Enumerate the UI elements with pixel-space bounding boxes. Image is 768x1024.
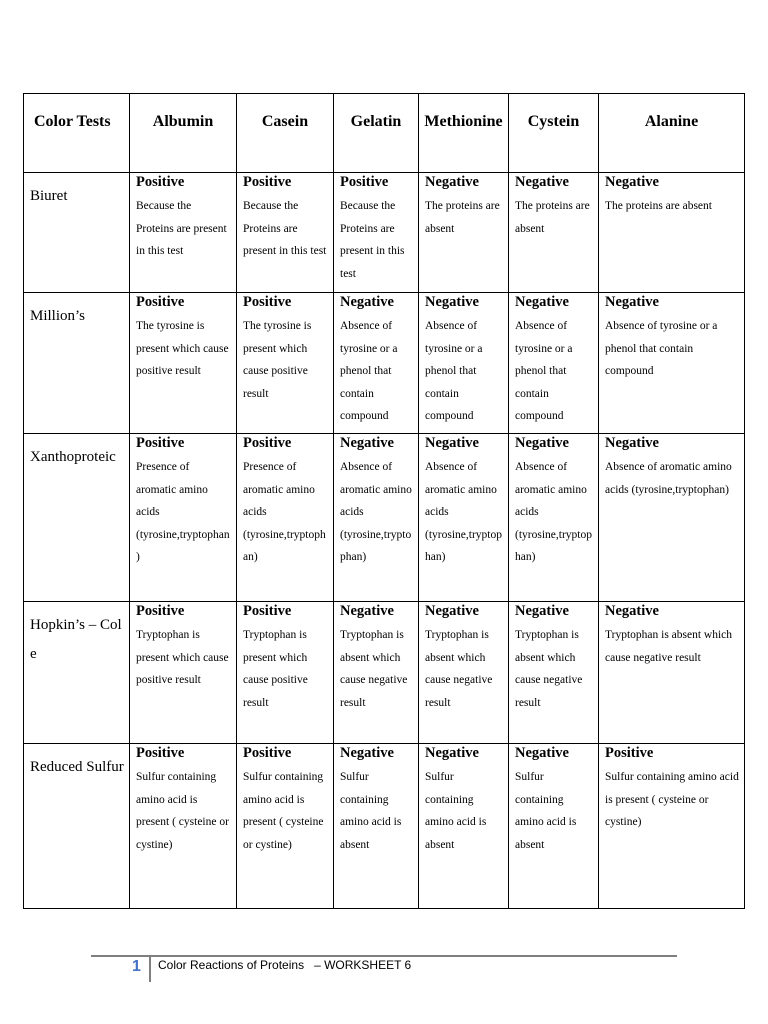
result-cell [130,602,237,744]
result-label: Positive [243,435,292,451]
result-cell [509,602,599,744]
result-cell [237,173,334,293]
result-cell [237,602,334,744]
result-description: Sulfur containing amino acid is absent [340,771,402,851]
result-description: Tryptophan is present which cause positive result [243,629,308,709]
result-description: Tryptophan is absent which cause negative result [605,629,733,664]
result-label: Negative [605,174,659,190]
result-description: Sulfur containing amino acid is present ( cysteine or cystine) [136,771,229,851]
result-description: The proteins are absent [425,200,500,235]
result-label: Positive [136,294,185,310]
color-tests-table [23,93,745,909]
footer-title: Color Reactions of Proteins – WORKSHEET 6 [158,958,412,972]
table-row [24,602,745,744]
result-label: Negative [425,294,479,310]
result-cell [599,173,745,293]
result-description: Tryptophan is absent which cause negative result [425,629,493,709]
result-cell [509,173,599,293]
column-header: Color Tests [24,94,130,173]
result-description: Because the Proteins are present in this test [136,200,227,257]
result-description: The tyrosine is present which cause positive result [136,320,229,377]
result-description: Absence of aromatic amino acids (tyrosine,tryptophan) [605,461,732,496]
table-row [24,293,745,434]
result-label: Negative [340,603,394,619]
result-description: Sulfur containing amino acid is present ( cysteine or cystine) [243,771,324,851]
page-number: 1 [132,958,141,975]
column-header: Casein [237,94,334,173]
result-label: Positive [340,174,389,190]
result-description: Tryptophan is absent which cause negative result [340,629,408,709]
result-label: Negative [425,745,479,761]
result-description: Because the Proteins are present in this test [243,200,327,257]
result-cell [419,434,509,602]
result-description: Tryptophan is absent which cause negative result [515,629,583,709]
result-cell [237,744,334,909]
test-name: Reduced Sulfur [24,744,130,909]
result-cell [334,602,419,744]
result-cell [130,173,237,293]
result-description: Absence of tyrosine or a phenol that contain compound [515,320,573,422]
result-label: Negative [605,294,659,310]
result-label: Positive [136,435,185,451]
result-label: Negative [605,603,659,619]
result-description: Sulfur containing amino acid is absent [515,771,577,851]
result-cell [599,293,745,434]
result-cell [334,293,419,434]
column-header: Albumin [130,94,237,173]
column-header: Cystein [509,94,599,173]
result-cell [419,602,509,744]
result-description: Absence of tyrosine or a phenol that contain compound [425,320,483,422]
result-label: Positive [243,745,292,761]
result-cell [334,744,419,909]
result-label: Positive [136,745,185,761]
result-cell [509,744,599,909]
result-label: Negative [515,603,569,619]
result-cell [599,744,745,909]
result-label: Positive [243,174,292,190]
result-label: Negative [425,603,479,619]
result-label: Negative [515,745,569,761]
column-header: Alanine [599,94,745,173]
result-description: Presence of aromatic amino acids (tyrosine,tryptophan) [136,461,230,563]
result-label: Negative [515,435,569,451]
test-name: Biuret [24,173,130,293]
test-name: Million’s [24,293,130,434]
result-label: Positive [136,174,185,190]
result-description: Absence of aromatic amino acids (tyrosine,tryptophan) [340,461,412,563]
result-label: Positive [136,603,185,619]
result-description: Sulfur containing amino acid is present ( cysteine or cystine) [605,771,739,828]
result-description: Absence of tyrosine or a phenol that contain compound [340,320,398,422]
table-row [24,434,745,602]
result-label: Negative [425,435,479,451]
result-cell [509,293,599,434]
result-description: The proteins are absent [605,200,712,212]
result-cell [237,434,334,602]
result-cell [599,602,745,744]
table-row [24,744,745,909]
column-header: Methionine [419,94,509,173]
result-cell [419,744,509,909]
result-label: Negative [340,435,394,451]
result-cell [419,293,509,434]
result-cell [334,173,419,293]
result-description: The tyrosine is present which cause positive result [243,320,312,400]
test-name: Xanthoproteic [24,434,130,602]
result-description: The proteins are absent [515,200,590,235]
result-cell [419,173,509,293]
result-description: Absence of tyrosine or a phenol that contain compound [605,320,718,377]
result-description: Absence of aromatic amino acids (tyrosine,tryptophan) [515,461,592,563]
result-description: Because the Proteins are present in this test [340,200,405,280]
result-cell [130,434,237,602]
result-cell [599,434,745,602]
table-row [24,173,745,293]
result-label: Positive [243,603,292,619]
result-label: Positive [243,294,292,310]
header-row [24,94,745,173]
result-label: Negative [425,174,479,190]
result-label: Negative [605,435,659,451]
result-cell [130,293,237,434]
result-description: Sulfur containing amino acid is absent [425,771,487,851]
result-label: Negative [515,174,569,190]
result-label: Negative [340,745,394,761]
result-description: Presence of aromatic amino acids (tyrosine,tryptophan) [243,461,326,563]
footer-separator [149,956,151,982]
result-cell [130,744,237,909]
result-label: Negative [340,294,394,310]
result-description: Tryptophan is present which cause positive result [136,629,229,686]
result-cell [237,293,334,434]
result-label: Negative [515,294,569,310]
result-label: Positive [605,745,654,761]
column-header: Gelatin [334,94,419,173]
test-name: Hopkin’s – Cole [24,602,130,744]
result-description: Absence of aromatic amino acids (tyrosine,tryptophan) [425,461,502,563]
footer-divider [91,955,677,957]
result-cell [509,434,599,602]
result-cell [334,434,419,602]
